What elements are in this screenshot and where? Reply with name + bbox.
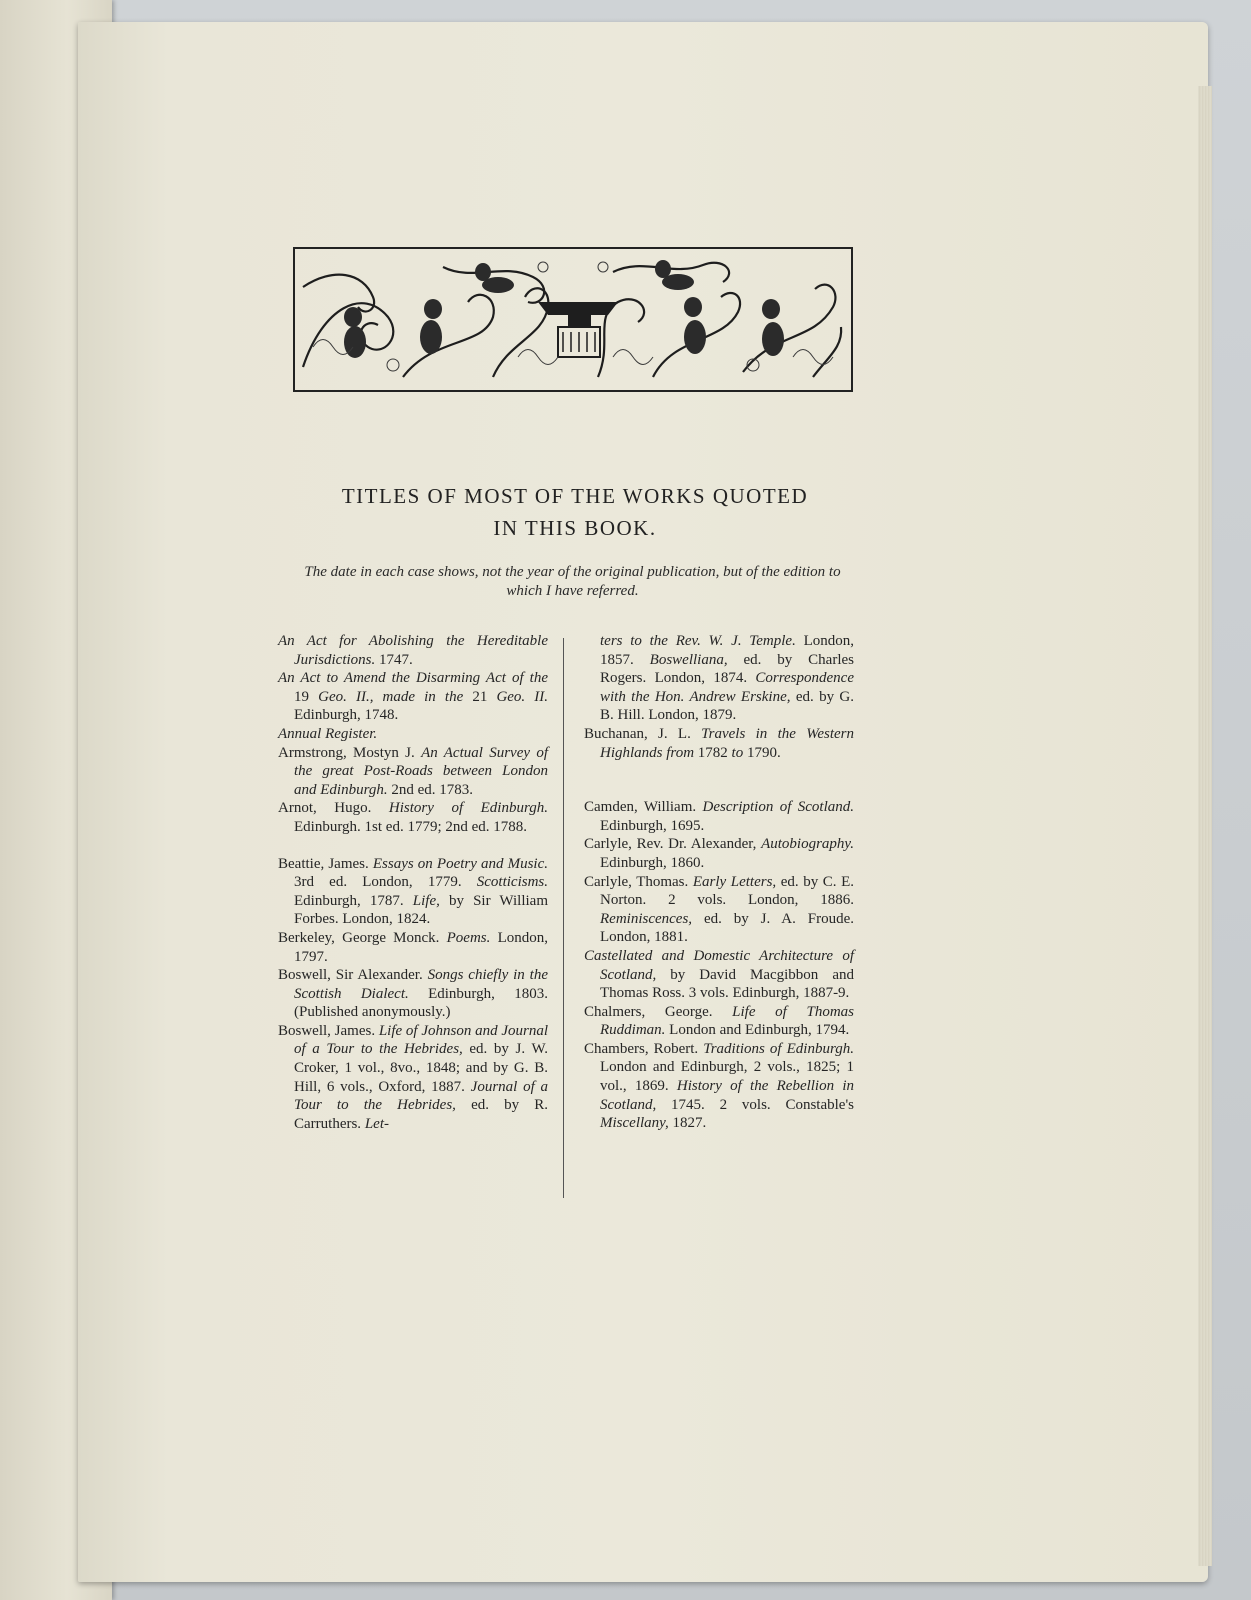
ornamental-headpiece (293, 247, 853, 392)
column-divider (563, 638, 564, 1198)
page-edge (1198, 86, 1212, 1566)
bib-entry-castellated: Castellated and Domestic Architecture of Scotland, by David Macgibbon and Thomas Ross. 3 vols. Edinburgh, 1887-9. (584, 947, 854, 1002)
title-line-1: TITLES OF MOST OF THE WORKS QUOTED (341, 484, 809, 508)
bib-entry-boswell-continued: ters to the Rev. W. J. Temple. London, 1857. Boswelliana, ed. by Charles Rogers. London, 1874. Correspondence with the Hon. Andrew Erskine, ed. by G. B. Hill. London, 1879. (600, 633, 855, 724)
bib-entry-chambers: Chambers, Robert. Traditions of Edinburgh. London and Edinburgh, 2 vols., 1825; 1 vol., 1869. History of the Rebellion in Scotland, 1745. 2 vols. Constable's Miscellany, 1827. (584, 1040, 855, 1132)
bib-entry-buchanan: Buchanan, J. L. Travels in the Western Highlands from 1782 to 1790. (584, 725, 854, 761)
edition-note: The date in each case shows, not the year of the original publication, but of the edition to which I have referred. (304, 564, 841, 599)
anvil-emblem (538, 302, 618, 357)
bib-entry-annual-register: Annual Register. (278, 725, 378, 742)
title-line-2: IN THIS BOOK. (493, 516, 657, 540)
bib-entry-chalmers: Chalmers, George. Life of Thomas Ruddiman. London and Edinburgh, 1794. (584, 1003, 854, 1039)
bib-entry-act-abolishing: An Act for Abolishing the Hereditable Jurisdictions. 1747. (278, 633, 548, 668)
bib-entry-boswell-alexander: Boswell, Sir Alexander. Songs chiefly in the Scottish Dialect. Edinburgh, 1803. (Published anonymously.) (278, 967, 548, 1021)
bib-entry-act-disarming: An Act to Amend the Disarming Act of the 19 Geo. II., made in the 21 Geo. II. Edinburgh, 1748. (278, 670, 549, 724)
bib-entry-camden: Camden, William. Description of Scotland. Edinburgh, 1695. (584, 799, 854, 834)
bib-entry-berkeley: Berkeley, George Monck. Poems. London, 1797. (278, 929, 548, 965)
bibliography-column-left (278, 632, 548, 1133)
bib-entry-carlyle-thomas: Carlyle, Thomas. Early Letters, ed. by C. E. Norton. 2 vols. London, 1886. Reminiscences, ed. by J. A. Froude. London, 1881. (584, 873, 854, 946)
page-title (290, 480, 860, 544)
bib-entry-armstrong: Armstrong, Mostyn J. An Actual Survey of the great Post-Roads between London and Edinburgh. 2nd ed. 1783. (278, 744, 548, 798)
bib-entry-arnot: Arnot, Hugo. History of Edinburgh. Edinburgh. 1st ed. 1779; 2nd ed. 1788. (278, 800, 549, 835)
bib-entry-carlyle-alexander: Carlyle, Rev. Dr. Alexander, Autobiography. Edinburgh, 1860. (584, 836, 854, 871)
bib-entry-boswell-james: Boswell, James. Life of Johnson and Journal of a Tour to the Hebrides, ed. by J. W. Croker, 1 vol., 8vo., 1848; and by G. B. Hill, 6 vols., Oxford, 1887. Journal of a Tour to the Hebrides, ed. by R. Carruthers. Let- (278, 1022, 548, 1132)
bibliography-column-right (584, 632, 854, 1133)
bib-entry-beattie: Beattie, James. Essays on Poetry and Music. 3rd ed. London, 1779. Scotticisms. Edinburgh, 1787. Life, by Sir William Forbes. London, 1824. (278, 855, 548, 928)
